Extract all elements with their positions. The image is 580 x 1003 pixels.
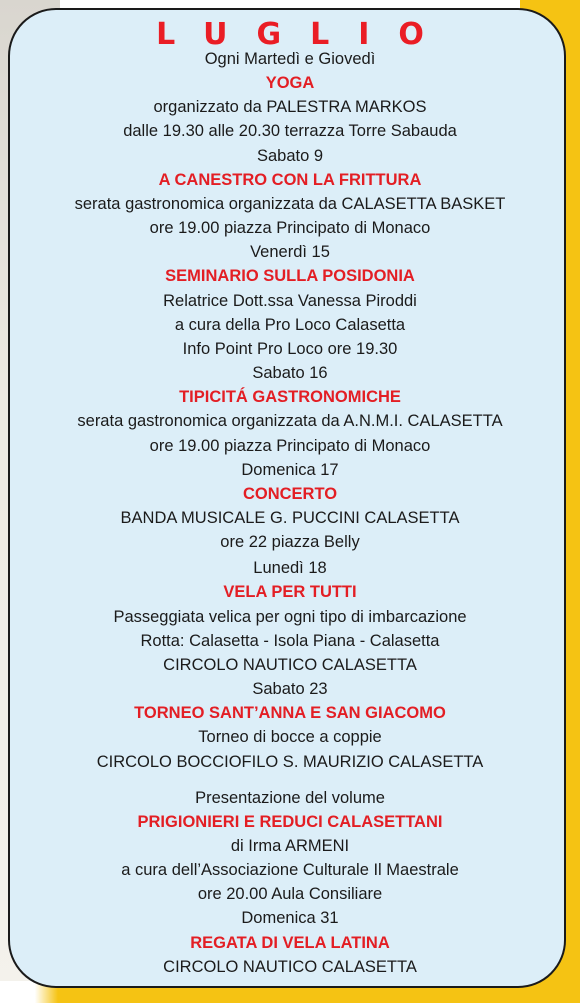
event-detail: serata gastronomica organizzata da CALASETTA BASKET <box>74 194 506 213</box>
spacer <box>0 774 580 786</box>
events-list <box>0 47 580 979</box>
event-detail: di Irma ARMENI <box>230 837 350 855</box>
event-detail: Rotta: Calasetta - Isola Piana - Calasetta <box>140 631 440 650</box>
event-title-regata: REGATA DI VELA LATINA <box>190 933 390 952</box>
event-title-yoga: YOGA <box>265 74 315 93</box>
event-detail: Torneo di bocce a coppie <box>198 728 382 747</box>
event-detail: BANDA MUSICALE G. PUCCINI CALASETTA <box>120 508 460 527</box>
event-date: Sabato 23 <box>252 680 328 699</box>
event-detail: a cura della Pro Loco Calasetta <box>174 315 406 334</box>
event-detail: serata gastronomica organizzata da A.N.M.I. CALASETTA <box>77 412 503 431</box>
event-title-concerto: CONCERTO <box>242 484 338 503</box>
event-detail: ore 20.00 Aula Consiliare <box>197 885 383 904</box>
event-date: Domenica 17 <box>241 460 339 479</box>
event-date: Sabato 16 <box>252 364 328 383</box>
event-detail: CIRCOLO BOCCIOFILO S. MAURIZIO CALASETTA <box>96 752 484 771</box>
event-title-canestro: A CANESTRO CON LA FRITTURA <box>158 170 422 189</box>
event-detail: ore 22 piazza Belly <box>220 533 360 552</box>
event-detail: Relatrice Dott.ssa Vanessa Piroddi <box>163 291 417 310</box>
event-detail: ore 19.00 piazza Principato di Monaco <box>149 436 431 455</box>
event-title-torneo: TORNEO SANT’ANNA E SAN GIACOMO <box>134 704 446 723</box>
event-detail: a cura dell’Associazione Culturale Il Maestrale <box>121 861 459 880</box>
event-date: Lunedì 18 <box>253 559 327 578</box>
event-title-posidonia: SEMINARIO SULLA POSIDONIA <box>165 267 415 286</box>
event-title-prigionieri: PRIGIONIERI E REDUCI CALASETTANI <box>137 812 443 831</box>
event-detail: CIRCOLO NAUTICO CALASETTA <box>163 957 417 976</box>
event-intro: Presentazione del volume <box>195 788 385 807</box>
event-detail: dalle 19.30 alle 20.30 terrazza Torre Sabauda <box>123 122 457 141</box>
event-detail: ore 19.00 piazza Principato di Monaco <box>149 219 431 238</box>
intro-text: Ogni Martedì e Giovedì <box>204 50 376 68</box>
event-title-tipicita: TIPICITÁ GASTRONOMICHE <box>179 388 401 407</box>
event-date: Sabato 9 <box>256 146 324 165</box>
event-detail: Info Point Pro Loco ore 19.30 <box>182 339 398 358</box>
event-date: Venerdì 15 <box>250 243 330 262</box>
event-detail: organizzato da PALESTRA MARKOS <box>153 98 427 117</box>
event-detail: Passeggiata velica per ogni tipo di imbarcazione <box>113 607 467 626</box>
event-title-vela: VELA PER TUTTI <box>223 583 357 602</box>
event-date: Domenica 31 <box>241 909 339 928</box>
page-title: LUGLIO <box>156 17 453 52</box>
event-detail: CIRCOLO NAUTICO CALASETTA <box>163 655 417 674</box>
